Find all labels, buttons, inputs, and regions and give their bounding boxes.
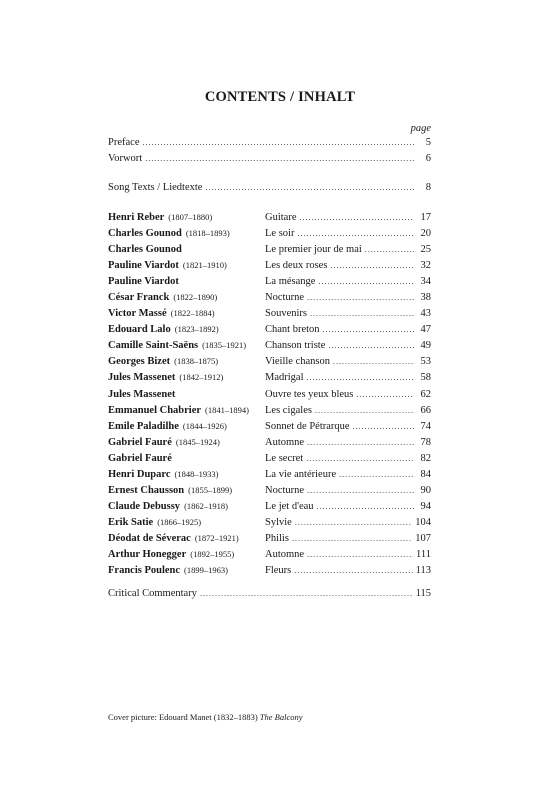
composer-label: Francis Poulenc [108,565,181,577]
dot-leader [307,373,415,382]
toc-song-row[interactable] [108,405,431,421]
composer-label: Jules Massenet [108,388,176,400]
toc-song-row[interactable] [108,212,431,228]
song-page: 78 [420,436,431,448]
page-column-label: page [410,123,431,134]
composer-label: Henri Duparc [108,468,171,480]
toc-entry-page: 8 [425,182,431,193]
dot-leader [356,390,414,399]
composer-name [108,244,186,255]
song-title: Nocturne [265,484,305,496]
composer-dates: (1862–1918) [184,500,228,511]
composer-name [108,485,232,496]
composer-dates: (1835–1921) [202,340,247,351]
composer-name [108,356,218,367]
dot-leader [315,406,414,415]
toc-song-row[interactable] [108,389,431,405]
song-entry [265,421,431,432]
dot-leader [310,309,414,318]
song-page: 111 [416,548,431,560]
composer-label: Gabriel Fauré [108,452,172,464]
song-page: 34 [420,276,431,288]
toc-entry-label: Critical Commentary [108,588,197,599]
dot-leader [339,470,414,479]
song-title: Vieille chanson [265,356,330,368]
composer-dates: (1866–1925) [157,516,202,527]
cover-picture-credit [108,712,303,722]
dot-leader [317,502,414,511]
song-page: 32 [420,260,431,272]
toc-song-row[interactable] [108,228,431,244]
composer-dates: (1823–1892) [174,324,219,335]
song-page: 49 [420,340,431,352]
dot-leader [294,566,412,575]
composer-label: Gabriel Fauré [108,436,172,448]
composer-name [108,453,176,464]
song-page: 20 [420,228,431,240]
composer-label: Ernest Chausson [108,484,185,496]
song-entry [265,212,431,223]
composer-name [108,276,183,287]
song-entry [265,517,431,528]
composer-label: Claude Debussy [108,500,181,512]
song-entry [265,533,431,544]
song-entry [265,308,431,319]
dot-leader [330,261,414,270]
song-title: Sonnet de Pétrarque [265,420,350,432]
song-title: Chanson triste [265,340,326,352]
composer-dates: (1807–1880) [168,212,213,222]
dot-leader [365,245,414,254]
composer-dates: (1872–1921) [194,532,239,543]
toc-song-row[interactable] [108,260,431,276]
composer-label: Henri Reber [108,212,165,223]
song-entry [265,389,431,400]
dot-leader [145,154,414,163]
composer-dates: (1899–1963) [184,565,228,576]
composer-label: César Franck [108,292,170,304]
composer-label: Edouard Lalo [108,324,171,336]
composer-dates: (1822–1884) [170,308,215,319]
composer-name [108,517,201,528]
song-page: 25 [420,244,431,256]
toc-song-row[interactable] [108,276,431,292]
toc-song-row[interactable] [108,421,431,437]
song-title: Les deux roses [265,260,328,272]
song-page: 94 [420,500,431,512]
song-title: Fleurs [265,565,292,577]
dot-leader [297,229,414,238]
dot-leader [307,293,414,302]
composer-label: Jules Massenet [108,372,176,384]
composer-label: Pauline Viardot [108,260,179,272]
toc-song-row[interactable] [108,469,431,485]
composer-dates: (1838–1875) [174,356,219,367]
song-entry [265,485,431,496]
toc-entry-page: 5 [425,137,431,148]
composer-dates: (1822–1890) [173,292,218,303]
song-page: 74 [420,420,431,432]
composer-dates: (1842–1912) [179,372,224,383]
song-entry [265,372,431,383]
dot-leader [333,357,414,366]
song-title: Automne [265,436,305,448]
composer-name [108,437,220,448]
song-title: Ouvre tes yeux bleus [265,388,354,400]
toc-song-row[interactable] [108,485,431,501]
song-entry [265,469,431,480]
composer-label: Erik Satie [108,516,154,528]
song-page: 58 [420,372,431,384]
song-entry [265,228,431,239]
composer-name [108,549,234,560]
song-title: Le soir [265,228,295,240]
toc-entry-song-texts[interactable] [108,182,431,197]
song-title: Sylvie [265,516,292,528]
composer-label: Emile Paladilhe [108,420,179,432]
toc-entry-label: Song Texts / Liedtexte [108,182,203,193]
toc-song-row[interactable] [108,549,431,565]
song-title: Le premier jour de mai [265,244,362,256]
composer-name [108,228,230,239]
song-title: Les cigales [265,404,312,416]
composer-name [108,340,246,351]
toc-entry-label: Preface [108,137,140,148]
dot-leader [318,277,414,286]
song-entry [265,324,431,335]
song-title: Le secret [265,452,304,464]
toc-song-row[interactable] [108,356,431,372]
composer-name [108,324,219,335]
song-page: 84 [420,468,431,480]
composer-name [108,308,215,319]
song-title: Le jet d'eau [265,500,314,512]
dot-leader [328,341,414,350]
song-entry [265,340,431,351]
dot-leader [306,454,414,463]
toc-entry-label: Vorwort [108,153,143,164]
song-page: 104 [415,516,431,528]
toc-song-row[interactable] [108,437,431,453]
cover-credit-work: The Balcony [259,712,303,722]
composer-label: Georges Bizet [108,356,171,368]
song-entry [265,501,431,512]
composer-name [108,469,218,480]
composer-name [108,389,179,400]
song-entry [265,276,431,287]
toc-song-row[interactable] [108,533,431,549]
dot-leader [353,422,414,431]
song-page: 53 [420,356,431,368]
composer-name [108,405,249,416]
song-entry [265,292,431,303]
toc-song-row[interactable] [108,308,431,324]
toc-entry-page: 6 [425,153,431,164]
song-title: La vie antérieure [265,468,337,480]
song-page: 47 [420,324,431,336]
composer-dates: (1844–1926) [182,420,227,431]
song-title: Nocturne [265,292,305,304]
dot-leader [307,550,413,559]
composer-dates: (1848–1933) [174,468,219,479]
song-page: 113 [415,565,431,577]
composer-dates: (1845–1924) [175,436,220,447]
song-page: 90 [420,484,431,496]
composer-label: Arthur Honegger [108,548,187,560]
toc-song-row[interactable] [108,324,431,340]
composer-name [108,292,217,303]
toc-song-row[interactable] [108,244,431,260]
composer-dates: (1821–1910) [182,260,227,271]
toc-song-row[interactable] [108,565,431,581]
song-page: 62 [420,388,431,400]
toc-song-row[interactable] [108,501,431,517]
composer-dates: (1841–1894) [205,404,249,415]
dot-leader [292,534,412,543]
song-entry [265,244,431,255]
composer-label: Charles Gounod [108,244,182,256]
dot-leader [307,438,414,447]
song-entry [265,453,431,464]
composer-label: Charles Gounod [108,228,182,240]
song-page: 66 [420,404,431,416]
toc-entry-preface[interactable] [108,137,431,152]
toc-entry-page: 115 [415,588,431,599]
composer-name [108,260,227,271]
dot-leader [200,589,413,598]
page-title: CONTENTS / INHALT [204,89,356,105]
dot-leader [307,486,414,495]
song-title: Madrigal [265,372,304,384]
cover-credit-text: Cover picture: Edouard Manet (1832–1883) [108,712,260,722]
dot-leader [295,518,412,527]
song-title: Guitare [265,212,297,223]
song-entry [265,356,431,367]
toc-song-row[interactable] [108,517,431,533]
toc-song-row[interactable] [108,340,431,356]
song-title: La mésange [265,276,316,288]
dot-leader [142,138,414,147]
dot-leader [205,183,414,192]
song-title: Automne [265,548,305,560]
composer-dates: (1818–1893) [185,228,230,239]
composer-label: Emmanuel Chabrier [108,404,202,416]
composer-name [108,212,212,223]
song-entry [265,549,431,560]
song-page: 38 [420,292,431,304]
toc-entry-critical-commentary[interactable] [108,588,431,603]
composer-name [108,565,228,576]
song-list [108,212,431,581]
toc-song-row[interactable] [108,453,431,469]
song-page: 107 [415,532,431,544]
composer-dates: (1892–1955) [190,548,235,559]
song-title: Souvenirs [265,308,307,320]
toc-song-row[interactable] [108,372,431,388]
song-page: 43 [420,308,431,320]
song-entry [265,437,431,448]
dot-leader [300,213,415,222]
composer-label: Camille Saint-Saëns [108,340,199,352]
composer-name [108,421,227,432]
song-title: Chant breton [265,324,320,336]
composer-name [108,372,223,383]
composer-dates: (1855–1899) [188,484,233,495]
song-page: 17 [420,212,431,223]
song-entry [265,405,431,416]
song-page: 82 [420,452,431,464]
composer-name [108,533,239,544]
song-title: Philis [265,532,289,544]
song-entry [265,565,431,576]
song-entry [265,260,431,271]
composer-label: Pauline Viardot [108,276,179,288]
toc-entry-vorwort[interactable] [108,153,431,168]
composer-label: Victor Massé [108,308,167,320]
toc-song-row[interactable] [108,292,431,308]
dot-leader [323,325,414,334]
composer-name [108,501,228,512]
composer-label: Déodat de Séverac [108,532,191,544]
